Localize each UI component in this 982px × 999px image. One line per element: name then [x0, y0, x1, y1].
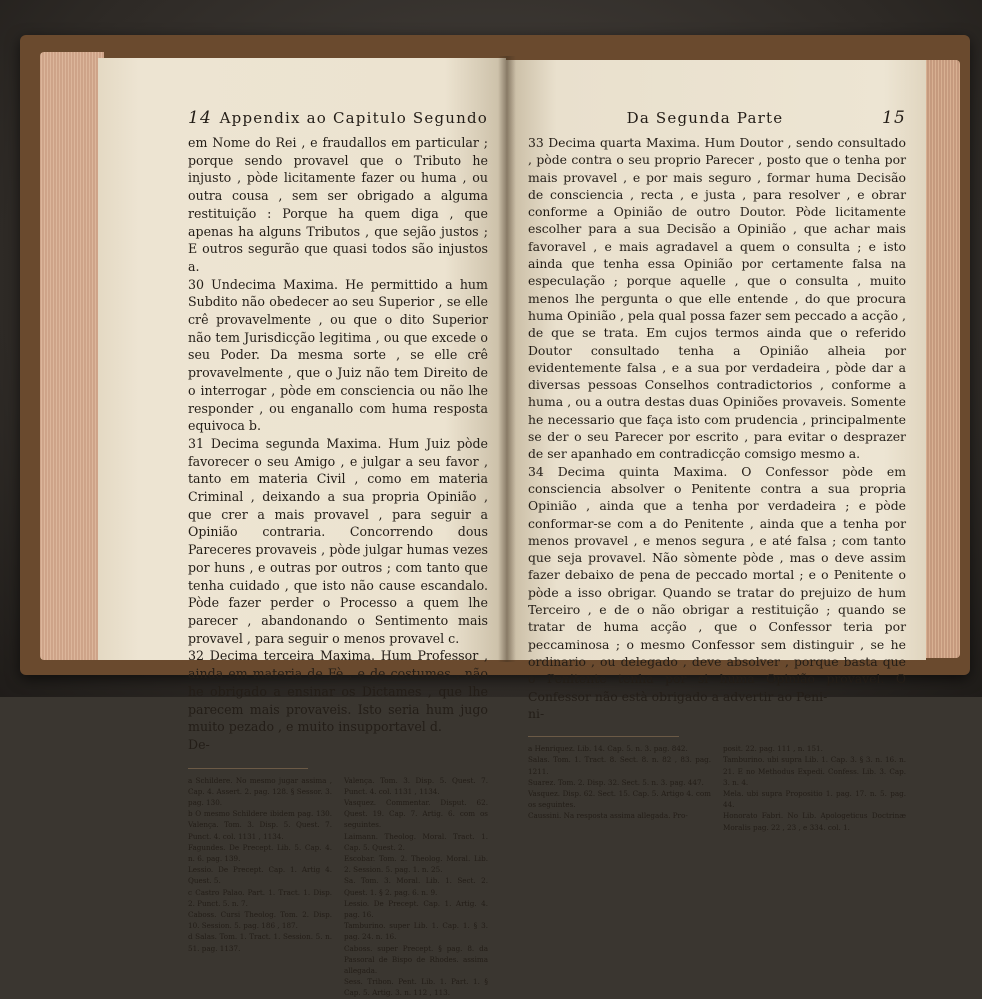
footnote-column	[344, 775, 488, 999]
footnote: Tamburino. super Lib. 1. Cap. 1. § 3. pag. 24. n. 16.	[344, 921, 488, 942]
footnote: a Schildere. No mesmo jugar assima , Cap. 4. Assert. 2. pag. 128. § Sessor. 3. pag. 130.	[188, 775, 332, 808]
footnote: Caussini. Na resposta assima allegada. Pro-	[528, 811, 688, 821]
footnote: Mela. ubi supra Propositio 1. pag. 17. n. 5. pag. 44.	[723, 788, 906, 810]
footnote: Sa. Tom. 3. Moral. Lib. 1. Sect. 2. Quest. 1. § 2. pag. 6. n. 9.	[344, 876, 488, 897]
right-page-body	[528, 134, 906, 722]
footnote-rule	[188, 768, 308, 769]
left-page-header	[188, 108, 488, 128]
footnote: a Henriquez. Lib. 14. Cap. 5. n. 3. pag. 842.	[528, 744, 688, 754]
footnote: posit. 22. pag. 111 , n. 151.	[723, 744, 823, 754]
footnote: b O mesmo Schildere ibidem pag. 130. Valença. Tom. 3. Disp. 5. Quest. 7. Punct. 4. col. 1131 , 1134.	[188, 809, 332, 841]
paragraph: 31 Decima segunda Maxima. Hum Juiz pòde favorecer o seu Amigo , e julgar a seu favor , tanto em materia Civil , como em materia Criminal , deixando a sua propria Opinião , que crer a mais provavel , para seguir a Opinião contraria. Concorrendo dous Pareceres provaveis , pòde julgar humas vezes por huns , e outras por outros ; com tanto que tenha cuidado , que isto não cause escandalo. Pòde fazer perder o Processo a quem lhe parecer , abandonando o Sentimento mais provavel , para seguir o menos provavel c.	[188, 435, 488, 646]
catchword: ni-	[528, 705, 545, 721]
footnotes	[188, 775, 488, 999]
right-page	[506, 60, 926, 832]
footnote: Laimann. Theolog. Moral. Tract. 1. Cap. 5. Quest. 2.	[344, 831, 488, 852]
footnote: Vasquez. Commentar. Disput. 62. Quest. 19. Cap. 7. Artig. 6. com os seguintes.	[344, 798, 488, 830]
footnotes	[528, 743, 906, 833]
footnote: Escobar. Tom. 2. Theolog. Moral. Lib. 2. Session. 5. pag. 1. n. 25.	[344, 854, 488, 875]
running-head: Appendix ao Capitulo Segundo	[219, 109, 488, 127]
left-page-body	[188, 134, 488, 754]
footnote: c Castro Palao. Part. 1. Tract. 1. Disp. 2. Punct. 5. n. 7.	[188, 887, 332, 908]
footnote-rule	[528, 736, 679, 737]
footnote: Suarez. Tom. 2. Disp. 32. Sect. 5. n. 3. pag. 447.	[528, 777, 704, 787]
paragraph: 30 Undecima Maxima. He permittido a hum Subdito não obedecer ao seu Superior , se elle crê provavelmente , ou que o dito Superior não tem Jurisdicção legitima , ou que excede o seu Poder. Da mesma sorte , se elle crê provavelmente , que o Juiz não tem Direito de o interrogar , pòde em consciencia ou não lhe responder , ou enganallo com huma resposta equivoca b.	[188, 276, 488, 434]
footnote-column	[188, 775, 332, 999]
right-page-header	[528, 108, 906, 128]
footnote: Tamburino. ubi supra Lib. 1. Cap. 3. § 3. n. 16. n. 21. E no Methodus Expedi. Confess. Lib. 3. Cap. 3. n. 4.	[723, 755, 906, 787]
footnote: Lessio. De Precept. Cap. 1. Artig. 4. pag. 16.	[344, 898, 488, 920]
footnote: Salas. Tom. 1. Tract. 8. Sect. 8. n. 82 , 83. pag. 1211.	[528, 755, 711, 776]
footnote: Vasquez. Disp. 62. Sect. 15. Cap. 5. Artigo 4. com os seguintes.	[528, 788, 711, 810]
left-page	[98, 58, 506, 998]
catchword: De-	[188, 736, 210, 752]
running-head: Da Segunda Parte	[626, 109, 784, 127]
footnote: Honorato Fabri. No Lib. Apologeticus Doctrinæ Moralis pag. 22 , 23 , e 334. col. 1.	[723, 811, 906, 832]
footnote: Caboss. Cursi Theolog. Tom. 2. Disp. 10. Session. 5. pag. 186 , 187.	[188, 910, 332, 931]
paragraph: 32 Decima terceira Maxima. Hum Professor , ainda em materia de Fè , e de costumes , não he obrigado a ensinar os Dictames , que lhe parecem mais provaveis. Isto seria hum jugo muito pezado , e muito insupportavel d.	[188, 648, 488, 735]
page-number: 15	[881, 108, 906, 128]
footnote: Lessio. De Precept. Cap. 1. Artig 4. Quest. 5.	[188, 865, 332, 886]
footnote-column	[528, 743, 711, 833]
paragraph: em Nome do Rei , e fraudallos em particular ; porque sendo provavel que o Tributo he injusto , pòde licitamente fazer ou huma , ou outra cousa , sem ser obrigado a alguma restituição : Porque ha quem diga , que apenas ha alguns Tributos , que sejão justos ; E outros segurão que quasi todos são injustos a.	[188, 135, 488, 274]
page-edges-left	[40, 52, 104, 660]
page-number: 14	[188, 108, 213, 128]
book-gutter	[498, 56, 516, 662]
paragraph: 33 Decima quarta Maxima. Hum Doutor , sendo consultado , pòde contra o seu proprio Parecer , posto que o tenha por mais provavel , e por mais seguro , formar huma Decisão de consciencia , recta , e justa , para resolver , e obrar conforme a Opinião de outro Doutor. Pòde licitamente escolher para a sua Decisão a Opinião , que achar mais favoravel , e mais agradavel a quem o consulta ; e isto ainda que tenha essa Opinião por certamente falsa na especulação ; porque aquelle , que o consulta , muito menos lhe pergunta o que elle entende , do que procura huma Opinião , pela qual possa fazer sem peccado a acção , de que se trata. Em cujos termos ainda que o referido Doutor consultado tenha a Opinião alheia por evidentemente falsa , e a sua por verdadeira , pòde dar a diversas pessoas Conselhos contradictorios , conforme a huma , ou a outra destas duas Opiniões provaveis. Somente he necessario que faça isto com prudencia , principalmente se der o seu Parecer por escrito , para evitar o desprazer de ser apanhado em contradicção comsigo mesmo a.	[528, 135, 906, 462]
footnote: d Salas. Tom. 1. Tract. 1. Session. 5. n. 51. pag. 1137.	[188, 932, 332, 953]
footnote: Valença. Tom. 3. Disp. 5. Quest. 7. Punct. 4. col. 1131 , 1134.	[344, 775, 488, 796]
footnote: Sess. Tribon. Pent. Lib. 1. Part. 1. § Cap. 5. Artig. 3. n. 112 , 113.	[344, 977, 488, 998]
footnote: Caboss. super Precept. § pag. 8. da Passoral de Bispo de Rhodes. assima allegada.	[344, 943, 488, 976]
footnote-column	[723, 743, 906, 833]
footnote: Fagundes. De Precept. Lib. 5. Cap. 4. n. 6. pag. 139.	[188, 842, 332, 864]
paragraph: 34 Decima quinta Maxima. O Confessor pòde em consciencia absolver o Penitente contra a sua propria Opinião , ainda que a tenha por verdadeira ; e pòde conformar-se com a do Penitente , ainda que a tenha por menos provavel , e menos segura , e até falsa ; com tanto que seja provavel. Não sòmente pòde , mas o deve assim fazer debaixo de pena de peccado mortal ; e o Penitente o pòde a isso obrigar. Quando se tratar do prejuizo de hum Terceiro , e de o não obrigar a restituição ; quando se tratar de huma acção , que o Confessor teria por peccaminosa ; o mesmo Confessor sem distinguir , se he ordinario , ou delegado , deve absolver , porque basta que o Penitente tenha por si huma Opinião provavel. O Confessor não està obrigado a advertir ao Peni-	[528, 463, 906, 704]
